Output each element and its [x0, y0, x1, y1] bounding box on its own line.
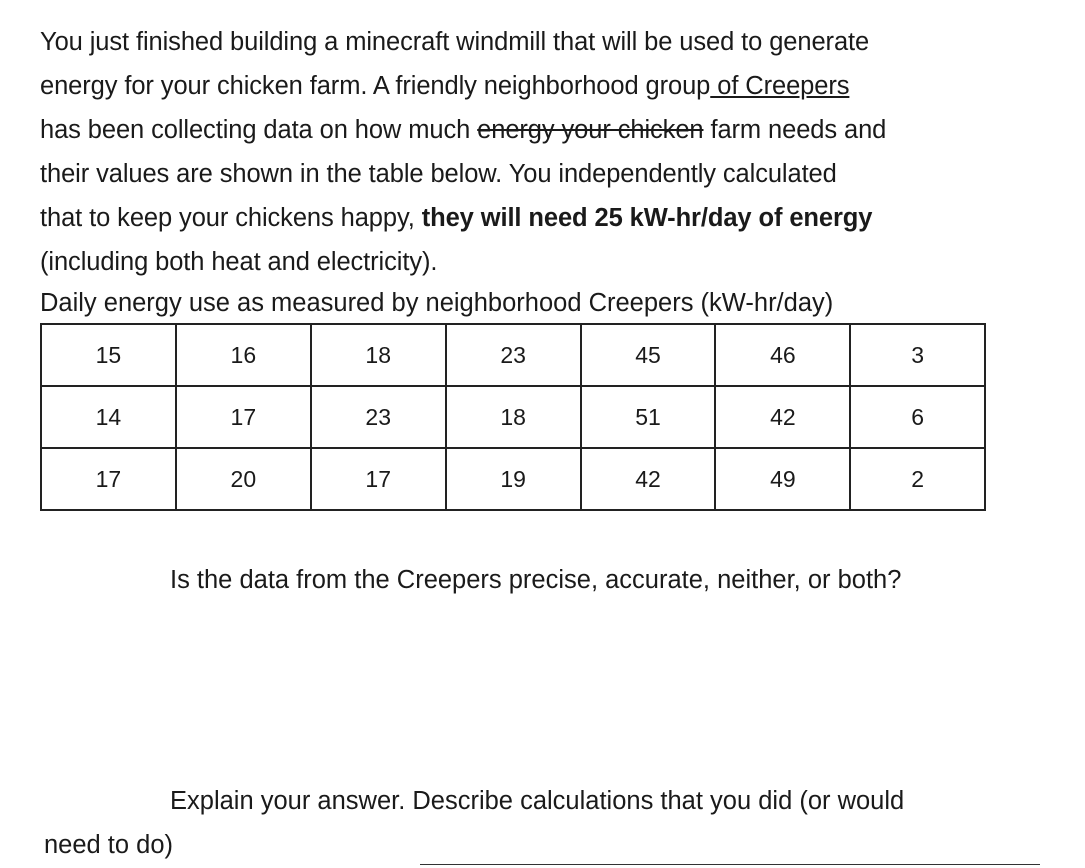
table-caption: Daily energy use as measured by neighborhood Creepers (kW-hr/day): [40, 289, 834, 317]
intro-line-2-underlined: of Creepers: [710, 72, 850, 100]
intro-line-3-text: has been collecting data on how much: [40, 116, 478, 144]
table-cell: 17: [41, 448, 176, 510]
table-cell: 17: [176, 386, 311, 448]
table-cell: 18: [311, 324, 446, 386]
table-cell: 49: [715, 448, 850, 510]
intro-line-3-tail: farm needs and: [703, 116, 887, 144]
intro-line-3: [40, 108, 1000, 152]
intro-line-4: their values are shown in the table below. You independently calculated: [40, 160, 837, 188]
table-cell: 16: [176, 324, 311, 386]
question-explain-line-2: need to do): [44, 831, 174, 859]
table-cell: 20: [176, 448, 311, 510]
table-cell: 14: [41, 386, 176, 448]
table-row: [41, 386, 985, 448]
table-row: [41, 448, 985, 510]
table-cell: 18: [446, 386, 581, 448]
answer-line: [420, 864, 1040, 865]
intro-line-2: [40, 64, 1000, 108]
table-cell: 6: [850, 386, 985, 448]
table-cell: 46: [715, 324, 850, 386]
intro-line-6: (including both heat and electricity).: [40, 248, 438, 276]
table-row: [41, 324, 985, 386]
table-cell: 23: [311, 386, 446, 448]
table-cell: 2: [850, 448, 985, 510]
intro-line-1: You just finished building a minecraft windmill that will be used to generate: [40, 28, 870, 56]
intro-line-5-text: that to keep your chickens happy,: [40, 204, 422, 232]
question-explain-line-1: Explain your answer. Describe calculations that you did (or would: [170, 787, 905, 815]
table-cell: 23: [446, 324, 581, 386]
table-cell: 15: [41, 324, 176, 386]
problem-statement: [40, 20, 1000, 284]
question-precision-accuracy: Is the data from the Creepers precise, accurate, neither, or both?: [170, 566, 902, 594]
table-cell: 51: [581, 386, 716, 448]
energy-data-table: [40, 323, 986, 511]
table-cell: 19: [446, 448, 581, 510]
table-cell: 45: [581, 324, 716, 386]
intro-line-2-text: energy for your chicken farm. A friendly neighborhood group: [40, 72, 711, 100]
intro-line-5: [40, 196, 1000, 240]
energy-requirement: they will need 25 kW-hr/day of energy: [421, 204, 873, 232]
table-cell: 3: [850, 324, 985, 386]
table-cell: 17: [311, 448, 446, 510]
table-cell: 42: [715, 386, 850, 448]
intro-line-3-strikethrough: energy your chicken: [477, 116, 704, 144]
table-cell: 42: [581, 448, 716, 510]
